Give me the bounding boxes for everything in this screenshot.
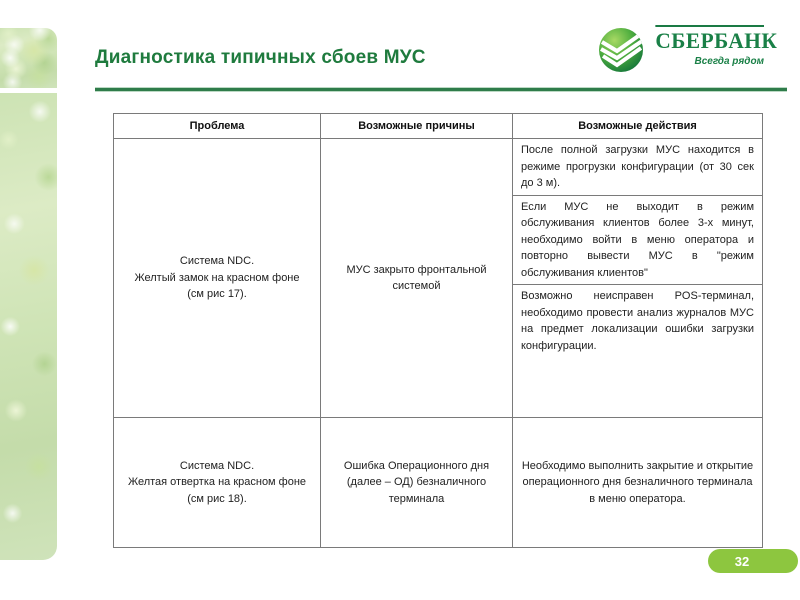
header-causes: Возможные причины xyxy=(321,114,513,139)
page-title: Диагностика типичных сбоев МУС xyxy=(95,46,426,68)
action-cell-1c: Возможно неисправен POS-терминал, необходимо провести анализ журналов МУС на предмет локализации ошибки загрузки конфигурации. xyxy=(513,285,763,418)
header-problem: Проблема xyxy=(114,114,321,139)
problem-line: Система NDC. xyxy=(179,255,255,268)
logo-brand-name: СБЕРБАНК xyxy=(655,25,764,54)
logo-tagline: Всегда рядом xyxy=(694,56,764,67)
leaf-decoration-main xyxy=(0,93,57,560)
sberbank-circle-icon xyxy=(598,27,644,78)
problem-cell-2 xyxy=(114,418,321,548)
problem-line: Желтая отвертка на красном фоне xyxy=(127,476,307,489)
action-cell-1a: После полной загрузки МУС находится в режиме прогрузки конфигурации (от 30 сек до 3 м). xyxy=(513,139,763,196)
page-number-badge xyxy=(708,549,798,573)
problem-line: (см рис 17). xyxy=(187,288,247,301)
cause-cell-1: МУС закрыто фронтальной системой xyxy=(321,139,513,418)
title-divider xyxy=(95,88,787,91)
table-header-row xyxy=(114,114,763,139)
problem-line: Желтый замок на красном фоне xyxy=(134,271,300,284)
problem-cell-1 xyxy=(114,139,321,418)
diagnostics-table xyxy=(113,113,763,548)
table-row xyxy=(114,418,763,548)
action-cell-2a: Необходимо выполнить закрытие и открытие операционного дня безналичного терминала в меню оператора. xyxy=(513,418,763,548)
cause-cell-2: Ошибка Операционного дня (далее – ОД) безналичного терминала xyxy=(321,418,513,548)
action-cell-1b: Если МУС не выходит в режим обслуживания клиентов более 3-х минут, необходимо войти в меню оператора и повторно вывести МУС в "режим обслуживания клиентов" xyxy=(513,195,763,285)
problem-line: Система NDC. xyxy=(179,459,255,472)
table-row xyxy=(114,139,763,196)
problem-line: (см рис 18). xyxy=(187,492,247,505)
leaf-decoration-top xyxy=(0,28,57,88)
header-actions: Возможные действия xyxy=(513,114,763,139)
sberbank-logo xyxy=(598,25,778,80)
page-number: 32 xyxy=(734,553,750,569)
logo-text xyxy=(652,25,778,67)
